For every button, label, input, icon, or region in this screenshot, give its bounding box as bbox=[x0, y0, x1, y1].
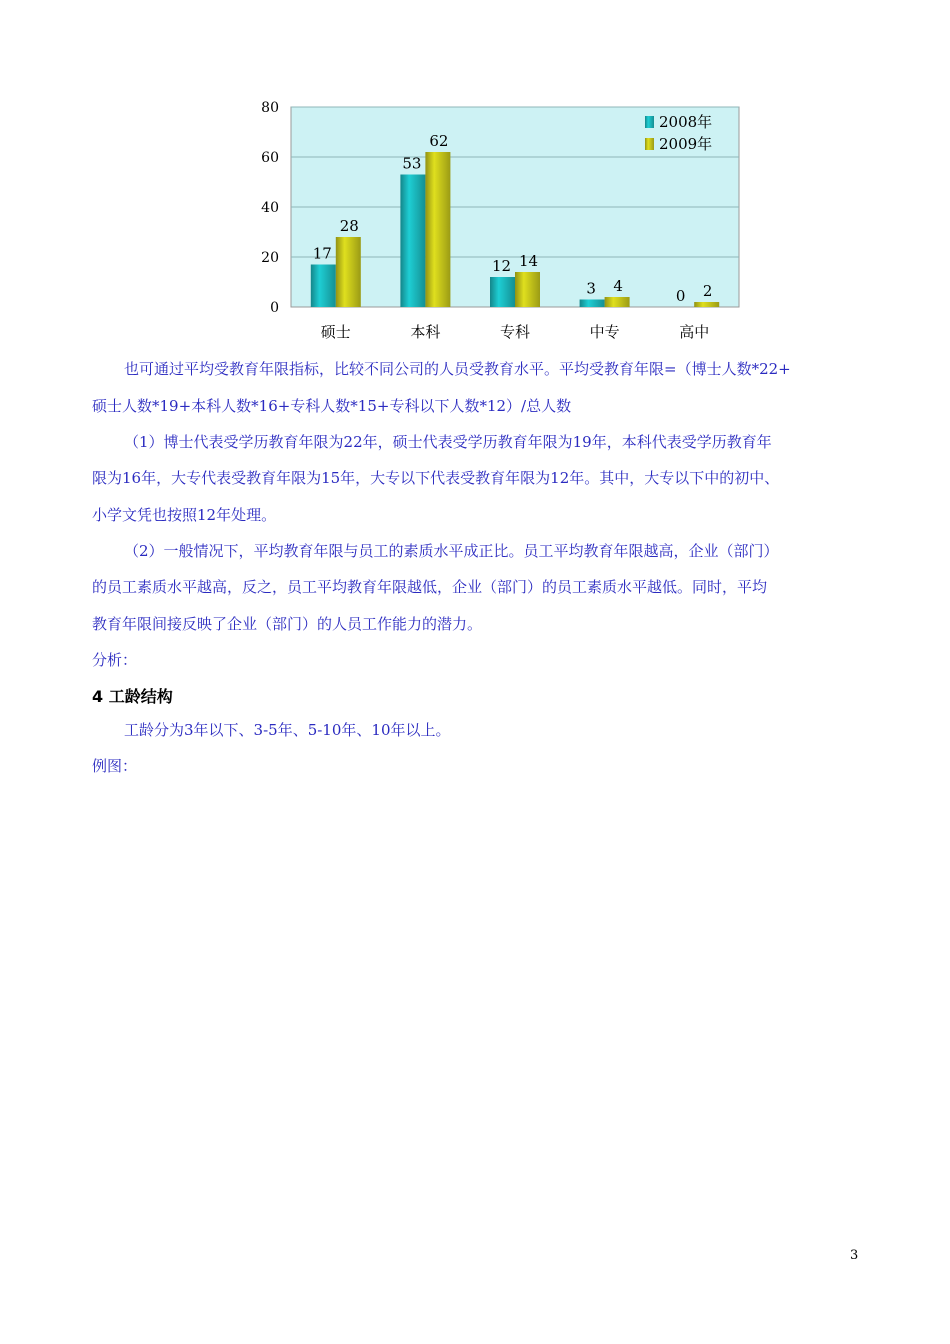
data-label: 14 bbox=[518, 252, 539, 270]
x-tick-label: 专科 bbox=[499, 323, 531, 341]
paragraph-line: 限为16年，大专代表受教育年限为15年，大专以下代表受教育年限为12年。其中，大专以下中的初中、 bbox=[92, 469, 780, 487]
y-tick-label: 20 bbox=[261, 250, 279, 266]
data-label: 28 bbox=[339, 217, 359, 235]
analysis-label: 分析： bbox=[92, 651, 138, 669]
paragraph-line: 的员工素质水平越高，反之，员工平均教育年限越低，企业（部门）的员工素质水平越低。同时，平均 bbox=[92, 578, 768, 596]
page-number: 3 bbox=[850, 1248, 859, 1263]
y-tick-label: 0 bbox=[270, 300, 279, 316]
paragraph-line: 教育年限间接反映了企业（部门）的人员工作能力的潜力。 bbox=[92, 615, 483, 633]
example-label: 例图： bbox=[92, 757, 138, 775]
x-tick-label: 中专 bbox=[589, 323, 620, 341]
bar-2008 bbox=[311, 265, 336, 308]
data-label: 3 bbox=[586, 279, 596, 298]
bar-2009 bbox=[605, 297, 630, 307]
legend-swatch bbox=[645, 138, 654, 150]
paragraph-line: 硕士人数*19+本科人数*16+专科人数*15+专科以下人数*12）/总人数 bbox=[92, 397, 572, 415]
bar-2009 bbox=[336, 237, 361, 307]
legend-label: 2009年 bbox=[659, 135, 713, 153]
legend-label: 2008年 bbox=[659, 113, 713, 131]
bar-2009 bbox=[515, 272, 540, 307]
section-heading: 4 工龄结构 bbox=[92, 687, 173, 706]
bar-2008 bbox=[490, 277, 515, 307]
data-label: 4 bbox=[613, 277, 623, 295]
data-label: 62 bbox=[429, 132, 449, 150]
y-tick-label: 40 bbox=[261, 200, 279, 216]
bar-2009 bbox=[425, 152, 450, 307]
paragraph-line: 工龄分为3年以下、3-5年、5-10年、10年以上。 bbox=[124, 721, 451, 739]
data-label: 2 bbox=[702, 282, 713, 300]
y-tick-label: 60 bbox=[261, 150, 279, 166]
x-tick-label: 高中 bbox=[679, 323, 710, 341]
data-label: 12 bbox=[491, 257, 512, 275]
x-tick-label: 本科 bbox=[410, 323, 441, 341]
bar-2009 bbox=[694, 302, 719, 307]
y-tick-label: 80 bbox=[261, 100, 279, 116]
paragraph-line: （1）博士代表受学历教育年限为22年，硕士代表受学历教育年限为19年，本科代表受学历教育年 bbox=[124, 433, 772, 451]
paragraph-line: （2）一般情况下，平均教育年限与员工的素质水平成正比。员工平均教育年限越高，企业（部门） bbox=[124, 542, 779, 560]
education-bar-chart bbox=[255, 90, 755, 350]
x-tick-label: 硕士 bbox=[320, 323, 351, 341]
bar-2008 bbox=[400, 175, 425, 308]
legend-swatch bbox=[645, 116, 654, 128]
data-label: 17 bbox=[312, 244, 332, 263]
paragraph-line: 也可通过平均受教育年限指标，比较不同公司的人员受教育水平。平均受教育年限=（博士人数*22+ bbox=[124, 360, 791, 378]
data-label: 53 bbox=[402, 154, 422, 173]
bar-2008 bbox=[580, 300, 605, 308]
paragraph-line: 小学文凭也按照12年处理。 bbox=[92, 506, 277, 524]
data-label: 0 bbox=[675, 287, 686, 305]
